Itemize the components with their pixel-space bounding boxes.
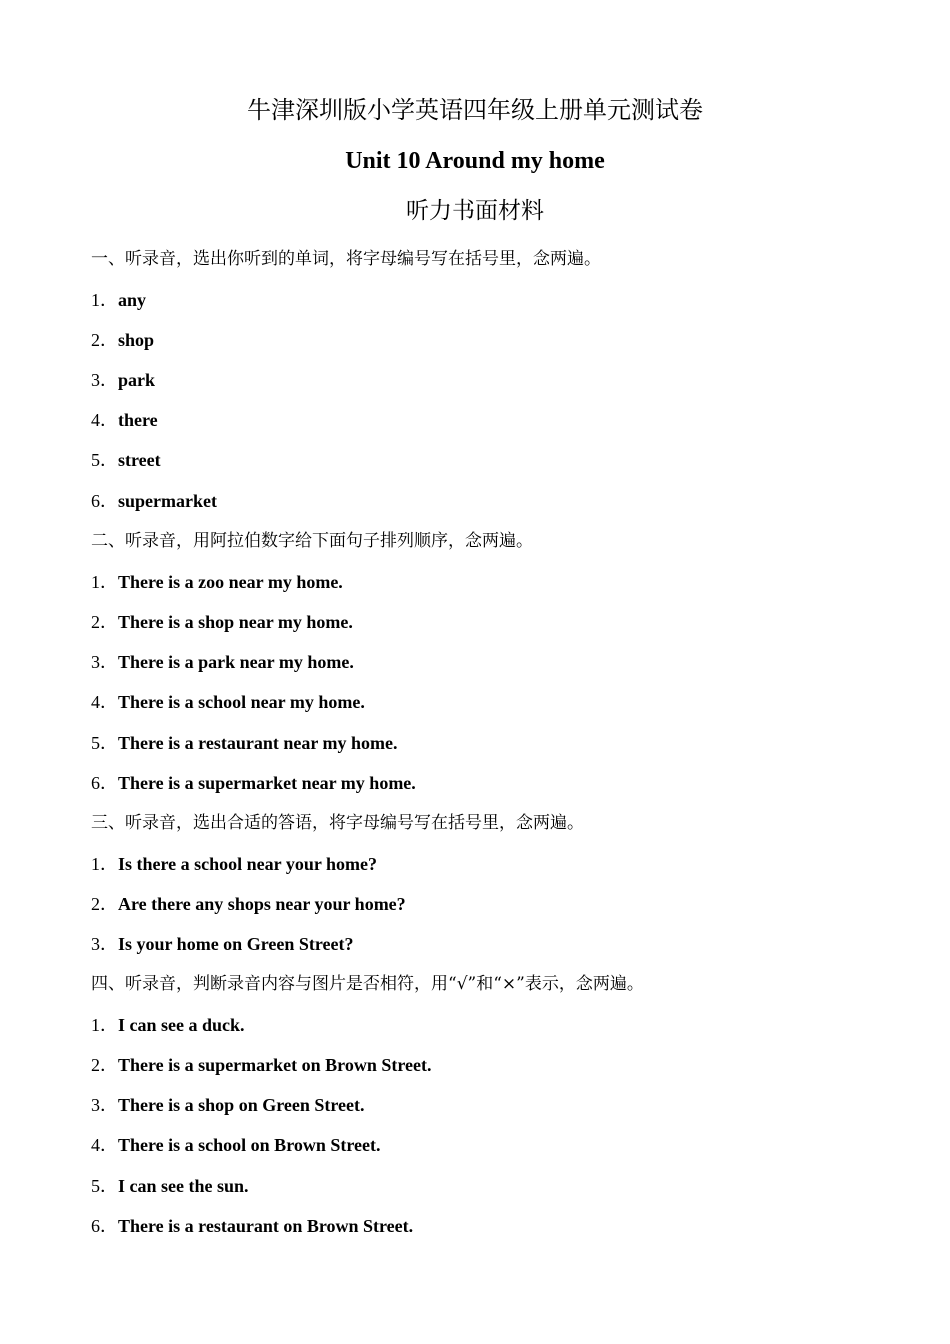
item-number: 1． (91, 1015, 118, 1035)
section-3-item-3 (91, 932, 354, 956)
section-2-item-4 (91, 690, 365, 714)
section-1-item-3 (91, 368, 155, 392)
item-text: There is a shop near my home. (118, 612, 353, 632)
section-1-heading: 一、听录音，选出你听到的单词，将字母编号写在括号里，念两遍。 (91, 249, 601, 269)
item-number: 2． (91, 330, 118, 350)
item-number: 5． (91, 450, 118, 470)
item-text: any (118, 290, 147, 310)
item-text: there (118, 410, 158, 430)
item-number: 4． (91, 1135, 118, 1155)
item-text: shop (118, 330, 155, 350)
section-1-item-4 (91, 408, 158, 432)
item-number: 1． (91, 572, 118, 592)
document-subtitle: 听力书面材料 (406, 198, 544, 224)
section-2-item-6 (91, 771, 416, 795)
section-2-item-2 (91, 610, 353, 634)
item-number: 5． (91, 1176, 118, 1196)
section-4-item-2 (91, 1053, 431, 1077)
section-4-item-4 (91, 1133, 381, 1157)
item-text: There is a supermarket on Brown Street. (118, 1055, 432, 1075)
section-1-item-1 (91, 288, 146, 312)
item-text: There is a school on Brown Street. (118, 1135, 381, 1155)
item-text: street (118, 450, 161, 470)
item-number: 5． (91, 733, 118, 753)
item-number: 6． (91, 773, 118, 793)
document-title-english: Unit 10 Around my home (345, 148, 605, 174)
section-4-item-3 (91, 1093, 365, 1117)
item-number: 6． (91, 491, 118, 511)
item-text: There is a zoo near my home. (118, 572, 343, 592)
section-2-item-5 (91, 731, 397, 755)
item-number: 4． (91, 692, 118, 712)
item-text: There is a supermarket near my home. (118, 773, 416, 793)
item-number: 4． (91, 410, 118, 430)
item-number: 3． (91, 934, 118, 954)
item-text: Are there any shops near your home? (118, 894, 406, 914)
item-text: There is a park near my home. (118, 652, 354, 672)
section-3-heading: 三、听录音，选出合适的答语，将字母编号写在括号里，念两遍。 (91, 813, 584, 833)
item-number: 3． (91, 652, 118, 672)
section-2-item-3 (91, 650, 354, 674)
item-text: There is a school near my home. (118, 692, 365, 712)
section-2-item-1 (91, 570, 343, 594)
section-4-item-5 (91, 1174, 249, 1198)
section-4-item-6 (91, 1214, 413, 1238)
item-number: 6． (91, 1216, 118, 1236)
section-2-heading: 二、听录音，用阿拉伯数字给下面句子排列顺序，念两遍。 (91, 531, 533, 551)
item-text: I can see the sun. (118, 1176, 249, 1196)
item-text: supermarket (118, 491, 217, 511)
item-text: I can see a duck. (118, 1015, 245, 1035)
section-3-item-2 (91, 892, 406, 916)
item-number: 1． (91, 290, 118, 310)
item-number: 3． (91, 1095, 118, 1115)
item-number: 3． (91, 370, 118, 390)
item-text: park (118, 370, 156, 390)
section-3-item-1 (91, 852, 377, 876)
item-text: Is your home on Green Street? (118, 934, 354, 954)
item-text: Is there a school near your home? (118, 854, 377, 874)
document-title-chinese: 牛津深圳版小学英语四年级上册单元测试卷 (247, 96, 703, 124)
section-1-item-6 (91, 489, 217, 513)
section-1-item-5 (91, 448, 161, 472)
item-text: There is a shop on Green Street. (118, 1095, 365, 1115)
section-4-item-1 (91, 1013, 245, 1037)
item-text: There is a restaurant on Brown Street. (118, 1216, 414, 1236)
item-number: 1． (91, 854, 118, 874)
section-4-heading: 四、听录音，判断录音内容与图片是否相符，用“√”和“×”表示，念两遍。 (91, 974, 644, 994)
item-text: There is a restaurant near my home. (118, 733, 398, 753)
section-1-item-2 (91, 328, 154, 352)
item-number: 2． (91, 1055, 118, 1075)
item-number: 2． (91, 894, 118, 914)
item-number: 2． (91, 612, 118, 632)
